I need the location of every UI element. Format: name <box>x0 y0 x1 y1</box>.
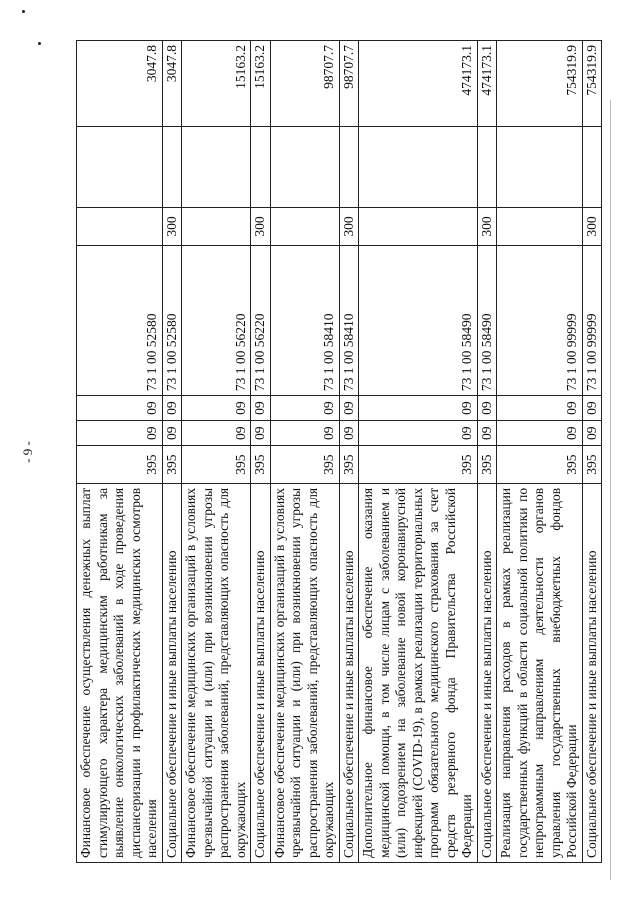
row-subsection-cell: 09 <box>162 396 182 421</box>
row-section-cell: 09 <box>270 421 339 446</box>
rotated-page-content <box>76 40 599 863</box>
row-name-cell: Социальное обеспечение и иные выплаты населению <box>582 483 602 862</box>
budget-table-body <box>77 41 602 863</box>
table-row <box>251 41 271 863</box>
row-subsection-cell: 09 <box>182 396 251 421</box>
row-subsection-cell: 09 <box>339 396 359 421</box>
row-sum-2-cell: 474173.1 <box>359 41 478 127</box>
row-expense-type-cell: 300 <box>162 208 182 246</box>
row-expense-type-cell <box>182 208 251 246</box>
row-expense-type-cell: 300 <box>251 208 271 246</box>
row-expense-type-cell: 300 <box>477 208 497 246</box>
row-name-cell: Дополнительное финансовое обеспечение оказания медицинской помощи, в том числе лицам с заболеванием и (или) подозрением на заболевание новой коронавирусной инфекцией (COVID-19), в рамках реализации территориальных программ обязательного медицинского страхования за счет средств резервного фонда Правительства Российской Федерации <box>359 483 478 862</box>
row-target-article-cell: 73 1 00 58490 <box>477 245 497 395</box>
row-target-article-cell: 73 1 00 56220 <box>182 245 251 395</box>
row-sum-2-cell: 15163.2 <box>251 41 271 127</box>
row-grbs-cell: 395 <box>182 446 251 484</box>
row-target-article-cell: 73 1 00 58410 <box>270 245 339 395</box>
table-row <box>582 41 602 863</box>
row-section-cell: 09 <box>182 421 251 446</box>
row-sum-1-cell <box>477 126 497 207</box>
row-sum-2-cell: 754319.9 <box>497 41 583 127</box>
row-grbs-cell: 395 <box>497 446 583 484</box>
table-row <box>497 41 583 863</box>
row-target-article-cell: 73 1 00 56220 <box>251 245 271 395</box>
row-name-cell: Финансовое обеспечение осуществления денежных выплат стимулирующего характера медицинским работникам за выявление онкологических заболеваний в ходе проведения диспансеризации и профилактических медицинских осмотров населения <box>77 483 163 862</box>
row-sum-2-cell: 474173.1 <box>477 41 497 127</box>
table-row <box>162 41 182 863</box>
row-subsection-cell: 09 <box>497 396 583 421</box>
row-sum-2-cell: 3047.8 <box>162 41 182 127</box>
row-section-cell: 09 <box>162 421 182 446</box>
row-grbs-cell: 395 <box>339 446 359 484</box>
table-row <box>77 41 163 863</box>
row-sum-1-cell <box>162 126 182 207</box>
row-section-cell: 09 <box>77 421 163 446</box>
row-name-cell: Реализация направления расходов в рамках реализации государственных функций в области социальной политики по непрограммным направлениям деятельности органов управления государственных внебюджетных фондов Российской Федерации <box>497 483 583 862</box>
row-sum-2-cell: 98707.7 <box>339 41 359 127</box>
row-expense-type-cell: 300 <box>582 208 602 246</box>
row-name-cell: Социальное обеспечение и иные выплаты населению <box>251 483 271 862</box>
row-sum-2-cell: 98707.7 <box>270 41 339 127</box>
row-sum-1-cell <box>270 126 339 207</box>
row-subsection-cell: 09 <box>477 396 497 421</box>
row-expense-type-cell <box>77 208 163 246</box>
row-sum-2-cell: 15163.2 <box>182 41 251 127</box>
row-target-article-cell: 73 1 00 99999 <box>497 245 583 395</box>
row-grbs-cell: 395 <box>582 446 602 484</box>
row-expense-type-cell: 300 <box>339 208 359 246</box>
row-target-article-cell: 73 1 00 58410 <box>339 245 359 395</box>
scan-margin-line <box>610 100 611 880</box>
table-row <box>359 41 478 863</box>
row-section-cell: 09 <box>582 421 602 446</box>
row-sum-1-cell <box>359 126 478 207</box>
row-section-cell: 09 <box>359 421 478 446</box>
row-target-article-cell: 73 1 00 52580 <box>77 245 163 395</box>
row-sum-1-cell <box>77 126 163 207</box>
row-sum-1-cell <box>182 126 251 207</box>
table-row <box>339 41 359 863</box>
row-subsection-cell: 09 <box>582 396 602 421</box>
row-grbs-cell: 395 <box>270 446 339 484</box>
scan-speck <box>22 10 25 13</box>
row-section-cell: 09 <box>339 421 359 446</box>
row-grbs-cell: 395 <box>359 446 478 484</box>
row-target-article-cell: 73 1 00 99999 <box>582 245 602 395</box>
budget-table-area <box>76 40 599 863</box>
row-target-article-cell: 73 1 00 52580 <box>162 245 182 395</box>
scan-speck <box>38 42 41 45</box>
row-sum-1-cell <box>497 126 583 207</box>
row-name-cell: Финансовое обеспечение медицинских организаций в условиях чрезвычайной ситуации и (или) при возникновении угрозы распространения заболеваний, представляющих опасность для окружающих <box>270 483 339 862</box>
row-sum-2-cell: 3047.8 <box>77 41 163 127</box>
row-grbs-cell: 395 <box>251 446 271 484</box>
row-grbs-cell: 395 <box>77 446 163 484</box>
row-sum-1-cell <box>582 126 602 207</box>
row-name-cell: Финансовое обеспечение медицинских организаций в условиях чрезвычайной ситуации и (или) при возникновении угрозы распространения заболеваний, представляющих опасность для окружающих <box>182 483 251 862</box>
row-subsection-cell: 09 <box>77 396 163 421</box>
row-subsection-cell: 09 <box>251 396 271 421</box>
row-name-cell: Социальное обеспечение и иные выплаты населению <box>162 483 182 862</box>
row-name-cell: Социальное обеспечение и иные выплаты населению <box>477 483 497 862</box>
budget-table <box>76 40 602 863</box>
row-sum-1-cell <box>251 126 271 207</box>
row-target-article-cell: 73 1 00 58490 <box>359 245 478 395</box>
table-row <box>477 41 497 863</box>
row-section-cell: 09 <box>497 421 583 446</box>
row-expense-type-cell <box>270 208 339 246</box>
row-grbs-cell: 395 <box>477 446 497 484</box>
page-number: - 9 - <box>20 441 35 463</box>
row-section-cell: 09 <box>477 421 497 446</box>
row-sum-1-cell <box>339 126 359 207</box>
row-sum-2-cell: 754319.9 <box>582 41 602 127</box>
row-subsection-cell: 09 <box>270 396 339 421</box>
table-row <box>182 41 251 863</box>
row-grbs-cell: 395 <box>162 446 182 484</box>
row-section-cell: 09 <box>251 421 271 446</box>
row-expense-type-cell <box>497 208 583 246</box>
row-name-cell: Социальное обеспечение и иные выплаты населению <box>339 483 359 862</box>
row-subsection-cell: 09 <box>359 396 478 421</box>
table-row <box>270 41 339 863</box>
row-expense-type-cell <box>359 208 478 246</box>
